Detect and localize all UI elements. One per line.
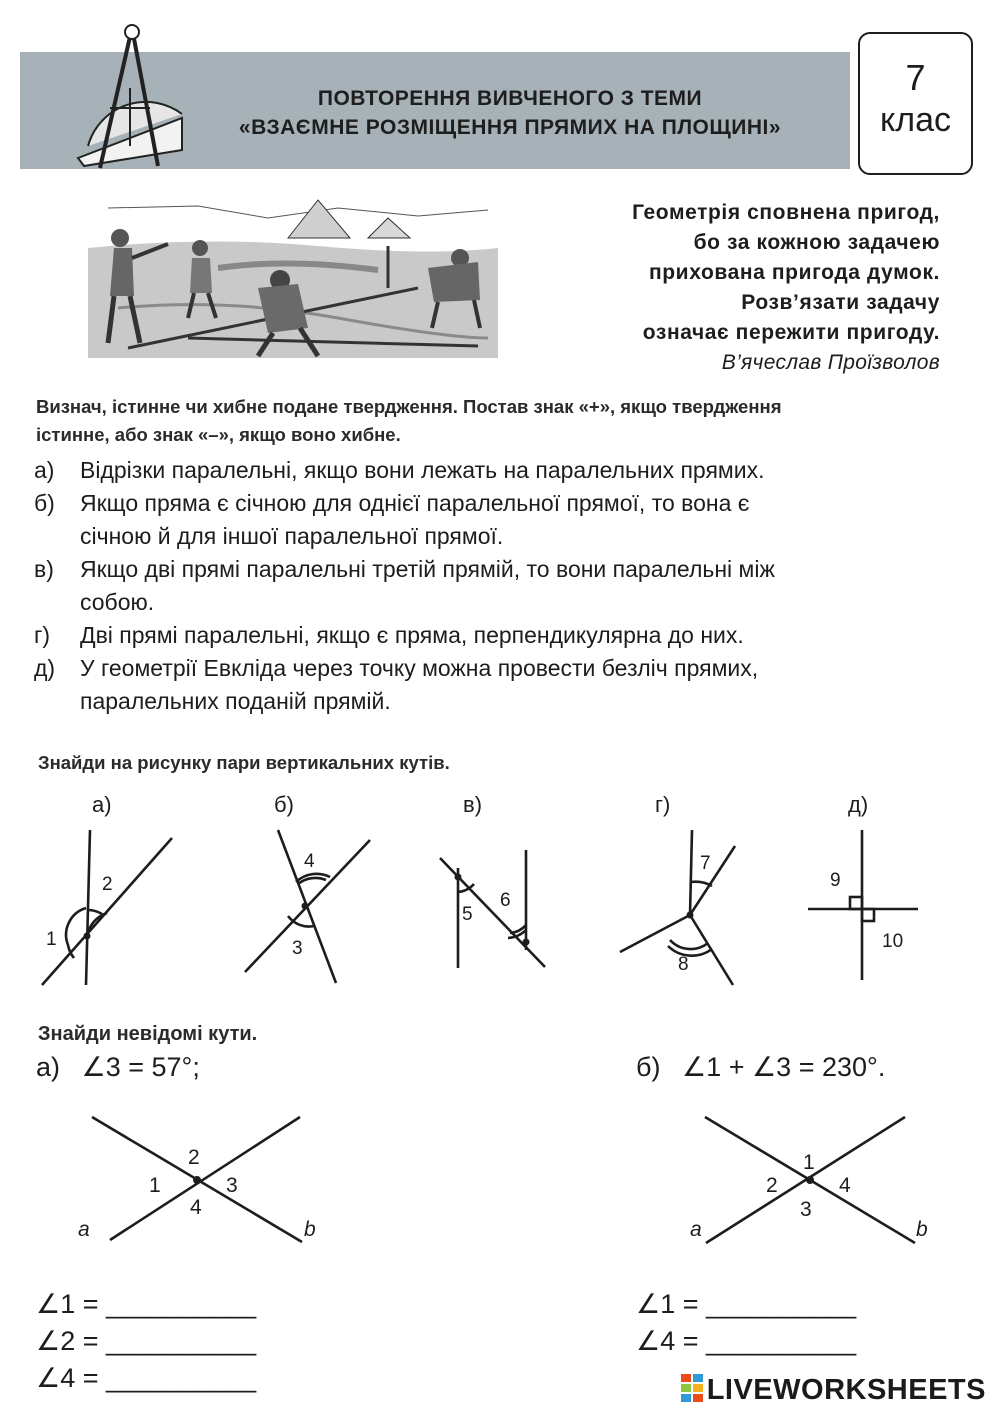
angle-label: 3 xyxy=(226,1174,238,1197)
angle-label: 2 xyxy=(188,1146,200,1169)
title-line-1: ПОВТОРЕННЯ ВИВЧЕНОГО З ТЕМИ xyxy=(317,87,703,110)
angle-label: 1 xyxy=(149,1174,161,1197)
task3a-label: а) xyxy=(36,1052,61,1082)
epigraph-quote xyxy=(560,198,940,378)
task3a-condition xyxy=(36,1052,200,1083)
grade-badge xyxy=(858,32,973,175)
statement-text: паралельних поданій прямій. xyxy=(80,688,391,714)
brand-name: LIVEWORKSHEETS xyxy=(706,1374,986,1406)
angle-label: 2 xyxy=(102,874,113,895)
statement-letter: г) xyxy=(34,622,51,648)
answer-blank[interactable]: ∠2 = __________ xyxy=(36,1326,257,1356)
vertical-angles-figures xyxy=(0,780,1000,1000)
figure-label: д) xyxy=(848,792,869,817)
statement-text: собою. xyxy=(80,589,155,615)
statement-text: січною й для іншої паралельної прямої. xyxy=(80,523,504,549)
statement-item[interactable] xyxy=(34,487,958,553)
line-label: a xyxy=(690,1218,702,1241)
quote-author: В’ячеслав Проїзволов xyxy=(721,351,940,374)
line-label: b xyxy=(916,1218,928,1241)
angle-label: 10 xyxy=(882,931,904,952)
statement-text: Якщо дві прямі паралельні третій прямій, то вони паралельні між xyxy=(80,556,775,582)
statement-letter: а) xyxy=(34,457,55,483)
liveworksheets-logo[interactable] xyxy=(681,1374,986,1407)
figure-label: б) xyxy=(274,792,294,817)
grade-word: клас xyxy=(879,101,951,139)
statement-item[interactable] xyxy=(34,619,958,652)
liveworksheets-icon xyxy=(681,1374,703,1402)
statement-item[interactable] xyxy=(34,454,958,487)
statement-letter: б) xyxy=(34,490,55,516)
statement-letter: д) xyxy=(34,655,56,681)
figure-label: г) xyxy=(655,792,671,817)
statements-list xyxy=(34,454,958,718)
task1-instruction xyxy=(36,393,966,449)
title-line-2: «ВЗАЄМНЕ РОЗМІЩЕННЯ ПРЯМИХ НА ПЛОЩИНІ» xyxy=(238,116,782,139)
statement-text: У геометрії Евкліда через точку можна провести безліч прямих, xyxy=(80,655,759,681)
task2-instruction: Знайди на рисунку пари вертикальних кутів. xyxy=(38,752,450,773)
task3a-answers xyxy=(36,1286,256,1397)
task3b-condition xyxy=(636,1052,885,1083)
angle-label: 7 xyxy=(700,853,711,874)
angle-label: 8 xyxy=(678,954,689,975)
answer-blank[interactable]: ∠4 = __________ xyxy=(36,1363,257,1393)
angle-label: 3 xyxy=(800,1198,812,1221)
page-title xyxy=(200,84,820,142)
answer-blank[interactable]: ∠1 = __________ xyxy=(36,1289,257,1319)
angle-label: 4 xyxy=(304,851,315,872)
figure-label: а) xyxy=(92,792,112,817)
angle-label: 3 xyxy=(292,938,303,959)
angle-label: 9 xyxy=(830,870,841,891)
statement-letter: в) xyxy=(34,556,54,582)
angle-label: 1 xyxy=(46,929,57,950)
quote-line: прихована пригода думок. xyxy=(648,261,940,284)
grade-number: 7 xyxy=(905,57,926,98)
angle-label: 4 xyxy=(190,1196,202,1219)
line-label: a xyxy=(78,1218,90,1241)
angle-label: 1 xyxy=(803,1151,815,1174)
statement-text: Відрізки паралельні, якщо вони лежать на паралельних прямих. xyxy=(80,457,765,483)
statement-text: Дві прямі паралельні, якщо є пряма, перпендикулярна до них. xyxy=(80,622,744,648)
answer-blank[interactable]: ∠4 = __________ xyxy=(636,1326,857,1356)
quote-line: означає пережити пригоду. xyxy=(642,321,940,344)
answer-blank[interactable]: ∠1 = __________ xyxy=(636,1289,857,1319)
line-label: b xyxy=(304,1218,316,1241)
task3-instruction: Знайди невідомі кути. xyxy=(38,1023,258,1045)
task3b-label: б) xyxy=(636,1052,661,1082)
statement-item[interactable] xyxy=(34,553,958,619)
figure-label: в) xyxy=(463,792,483,817)
angle-label: 4 xyxy=(839,1174,851,1197)
task1-instruction-line-1: Визнач, істинне чи хибне подане твердження. Постав знак «+», якщо твердження xyxy=(36,396,782,417)
quote-line: Розв’язати задачу xyxy=(741,291,940,314)
task1-instruction-line-2: істинне, або знак «–», якщо воно хибне. xyxy=(36,424,401,445)
compass-protractor-icon xyxy=(70,18,190,178)
angle-label: 5 xyxy=(462,904,473,925)
intersecting-lines-figures xyxy=(0,1100,1000,1260)
quote-line: Геометрія сповнена пригод, xyxy=(632,201,940,224)
angle-label: 6 xyxy=(500,890,511,911)
angle-label: 2 xyxy=(766,1174,778,1197)
task3b-answers xyxy=(636,1286,856,1360)
task3a-equation: ∠3 = 57°; xyxy=(81,1052,200,1082)
statement-text: Якщо пряма є січною для однієї паралельної прямої, то вона є xyxy=(80,490,750,516)
surveyors-illustration xyxy=(88,188,498,358)
statement-item[interactable] xyxy=(34,652,958,718)
task3b-equation: ∠1 + ∠3 = 230°. xyxy=(681,1052,886,1082)
quote-line: бо за кожною задачею xyxy=(693,231,940,254)
